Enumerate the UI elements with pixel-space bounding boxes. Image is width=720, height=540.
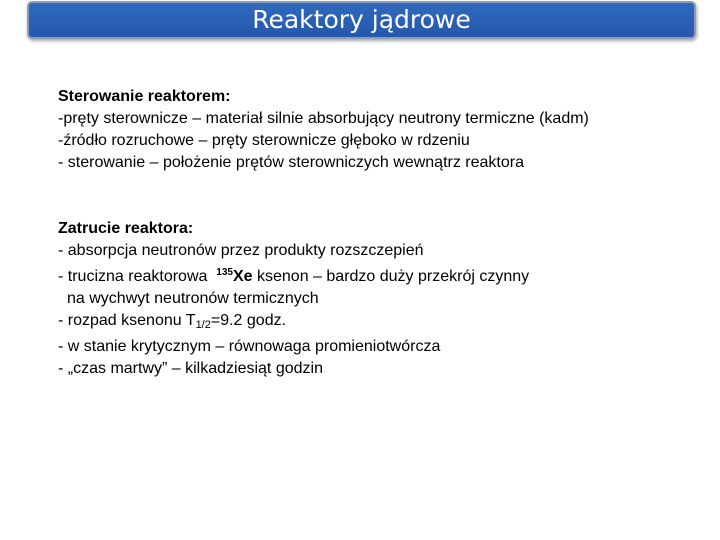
xenon-decay-suffix: =9.2 godz.: [210, 312, 287, 329]
slide-content: [58, 86, 708, 380]
control-rods-line: -pręty sterownicze – materiał silnie absorbujący neutrony termiczne (kadm): [58, 110, 589, 127]
section-heading-poisoning: Zatrucie reaktora:: [58, 220, 194, 237]
section-heading-control: Sterowanie reaktorem:: [58, 88, 231, 105]
isotope-mass-number: 135: [216, 267, 233, 278]
neutron-capture-line: na wychwyt neutronów termicznych: [67, 290, 319, 307]
xenon-decay-prefix: - rozpad ksenonu T: [58, 312, 196, 329]
isotope-symbol: Xe: [232, 268, 253, 285]
section-spacer: [58, 174, 708, 218]
half-life-subscript: 1/2: [195, 319, 211, 331]
reactor-poison-suffix: ksenon – bardzo duży przekrój czynny: [252, 268, 530, 285]
reactor-poison-prefix: - trucizna reaktorowa: [58, 268, 212, 285]
startup-source-line: -źródło rozruchowe – pręty sterownicze głęboko w rdzeniu: [58, 132, 470, 149]
reactor-poison-line: [58, 262, 708, 288]
absorption-line: - absorpcja neutronów przez produkty rozszczepień: [58, 242, 424, 259]
dead-time-line: - „czas martwy” – kilkadziesiąt godzin: [58, 360, 323, 377]
xenon-decay-line: [58, 310, 708, 336]
slide-title: Reaktory jądrowe: [252, 5, 471, 34]
control-position-line: - sterowanie – położenie prętów sterowniczych wewnątrz reaktora: [58, 154, 524, 171]
critical-state-line: - w stanie krytycznym – równowaga promieniotwórcza: [58, 338, 441, 355]
slide-title-bar: [27, 1, 696, 39]
